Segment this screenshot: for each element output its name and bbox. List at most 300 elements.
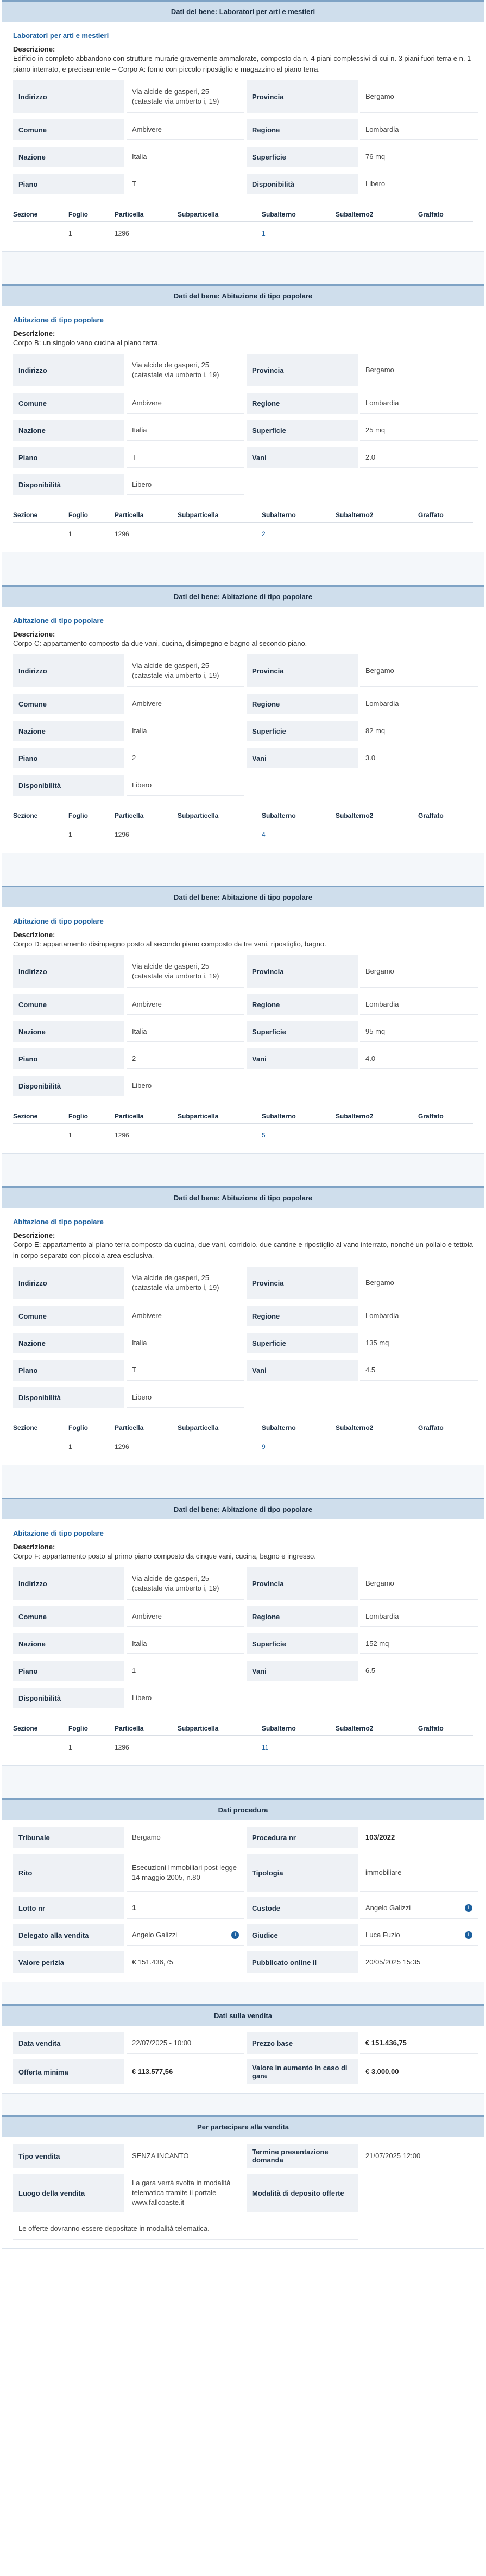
section-header: Dati del bene: Abitazione di tipo popolare <box>2 1186 484 1208</box>
catasto-header-cell: Subalterno2 <box>336 211 374 218</box>
indirizzo-label: Indirizzo <box>13 80 124 113</box>
modalita-label: Modalità di deposito offerte <box>247 2174 358 2212</box>
catasto-graffato <box>418 230 472 237</box>
piano-value: 1 <box>127 1661 244 1681</box>
procedura-grid <box>13 1827 473 1973</box>
comune-label: Comune <box>13 119 124 140</box>
provincia-value: Bergamo <box>360 955 478 988</box>
catasto-header-cell: Subalterno2 <box>336 812 374 819</box>
indirizzo-label: Indirizzo <box>13 654 124 687</box>
bene-details-grid <box>13 80 473 194</box>
table-row <box>13 1736 473 1757</box>
modalita-text: Le offerte dovranno essere depositate in modalità telematica. <box>18 2224 210 2232</box>
catasto-subalterno: 9 <box>262 1443 266 1451</box>
disponibilita-value: Libero <box>127 775 244 796</box>
bene-details-grid <box>13 1567 473 1708</box>
catasto-header-cell: Particella <box>115 511 144 519</box>
valore_perizia-value <box>127 1951 244 1973</box>
catasto-header-cell: Subparticella <box>178 511 219 519</box>
section-header: Dati del bene: Abitazione di tipo popolare <box>2 886 484 907</box>
vani-value: 3.0 <box>360 748 478 768</box>
catasto-particella: 1296 <box>115 831 129 838</box>
catasto-subparticella <box>178 1443 262 1451</box>
procedura-card <box>2 1820 484 1982</box>
provincia-label: Provincia <box>247 1267 358 1299</box>
empty-cell <box>360 1076 478 1096</box>
regione-value: Lombardia <box>360 694 478 714</box>
giudice-text: Luca Fuzio <box>365 1930 400 1939</box>
catasto-subparticella <box>178 1131 262 1139</box>
catasto-header-cell: Subparticella <box>178 812 219 819</box>
piano-label: Piano <box>13 748 124 768</box>
catasto-header-cell: Foglio <box>68 1424 88 1432</box>
nazione-value: Italia <box>127 420 244 441</box>
nazione-label: Nazione <box>13 721 124 741</box>
catasto-header-cell: Graffato <box>418 1725 444 1732</box>
section-spacer <box>2 1154 484 1186</box>
bene-details-grid <box>13 1267 473 1408</box>
description-label: Descrizione: <box>13 1231 55 1239</box>
regione-value: Lombardia <box>360 1306 478 1326</box>
luogo-label: Luogo della vendita <box>13 2174 124 2212</box>
catasto-foglio: 1 <box>68 1744 72 1751</box>
section-header: Dati del bene: Laboratori per arti e mestieri <box>2 0 484 22</box>
superficie-value: 82 mq <box>360 721 478 741</box>
catasto-particella: 1296 <box>115 530 129 538</box>
catasto-subparticella <box>178 831 262 838</box>
provincia-label: Provincia <box>247 80 358 113</box>
bene-title: Laboratori per arti e mestieri <box>13 31 109 40</box>
catasto-header-cell: Particella <box>115 211 144 218</box>
catasto-graffato <box>418 1443 472 1451</box>
disponibilita-label: Disponibilità <box>13 1387 124 1408</box>
nazione-label: Nazione <box>13 1633 124 1654</box>
nazione-value: Italia <box>127 1021 244 1042</box>
comune-value: Ambivere <box>127 119 244 140</box>
catasto-header-cell: Foglio <box>68 812 88 819</box>
disponibilita-value: Libero <box>360 174 478 194</box>
lotto-value <box>127 1897 244 1919</box>
catasto-header-cell: Foglio <box>68 1725 88 1732</box>
aumento-value <box>360 2059 478 2084</box>
catasto-header-cell: Graffato <box>418 211 444 218</box>
delegato-text: Angelo Galizzi <box>132 1930 178 1939</box>
lotto-text: 1 <box>132 1903 136 1912</box>
prezzo_base-value <box>360 2032 478 2054</box>
piano-label: Piano <box>13 1661 124 1681</box>
comune-value: Ambivere <box>127 393 244 414</box>
catasto-header-cell: Subalterno2 <box>336 1424 374 1432</box>
superficie-label: Superficie <box>247 721 358 741</box>
custode-text: Angelo Galizzi <box>365 1903 411 1912</box>
catasto-header-cell: Graffato <box>418 1112 444 1120</box>
comune-value: Ambivere <box>127 1306 244 1326</box>
catasto-table <box>13 1721 473 1757</box>
catasto-header-cell: Subalterno2 <box>336 1112 374 1120</box>
disponibilita-label: Disponibilità <box>247 174 358 194</box>
lotto-label: Lotto nr <box>13 1897 124 1919</box>
catasto-subalterno2 <box>336 831 418 838</box>
comune-label: Comune <box>13 1606 124 1627</box>
piano-value: T <box>127 447 244 468</box>
disponibilita-label: Disponibilità <box>13 775 124 796</box>
catasto-header-cell: Graffato <box>418 511 444 519</box>
regione-label: Regione <box>247 119 358 140</box>
description-text: Edificio in completo abbandono con strutture murarie gravemente ammalorate, composto da n. 4 piani complessivi di cui n. 3 piani fuori terra e n. 1 piano interrato, e precisamente – Corpo A: forno con piccolo ripostiglio e magazzino al piano terra. <box>13 54 471 73</box>
tipo_vendita-value <box>127 2144 244 2168</box>
superficie-value: 25 mq <box>360 420 478 441</box>
catasto-particella: 1296 <box>115 1131 129 1139</box>
info-icon[interactable]: i <box>231 1931 239 1939</box>
info-icon[interactable]: i <box>465 1904 472 1912</box>
bene-card <box>2 306 484 552</box>
section-spacer <box>2 1465 484 1498</box>
disponibilita-value: Libero <box>127 1688 244 1708</box>
provincia-value: Bergamo <box>360 1567 478 1600</box>
regione-label: Regione <box>247 994 358 1015</box>
piano-value: 2 <box>127 748 244 768</box>
catasto-header-cell: Subalterno <box>262 511 296 519</box>
nazione-value: Italia <box>127 721 244 741</box>
regione-label: Regione <box>247 393 358 414</box>
nazione-label: Nazione <box>13 1333 124 1353</box>
catasto-graffato <box>418 1131 472 1139</box>
tribunale-label: Tribunale <box>13 1827 124 1848</box>
catasto-header-cell: Foglio <box>68 511 88 519</box>
bene-card <box>2 1519 484 1766</box>
catasto-table <box>13 1421 473 1456</box>
catasto-table <box>13 809 473 844</box>
provincia-label: Provincia <box>247 654 358 687</box>
table-row <box>13 1435 473 1456</box>
catasto-subalterno2 <box>336 1744 418 1751</box>
catasto-sezione <box>13 1443 68 1451</box>
catasto-header-cell: Subalterno <box>262 211 296 218</box>
section-spacer <box>2 853 484 886</box>
catasto-header-row <box>13 207 473 222</box>
catasto-table <box>13 207 473 243</box>
description-text: Corpo F: appartamento posto al primo piano composto da cinque vani, cucina, bagno e ingresso. <box>13 1552 316 1560</box>
disponibilita-label: Disponibilità <box>13 474 124 495</box>
bene-title: Abitazione di tipo popolare <box>13 1218 104 1226</box>
catasto-foglio: 1 <box>68 1131 72 1139</box>
data_vendita-label: Data vendita <box>13 2032 124 2054</box>
description-label: Descrizione: <box>13 630 55 638</box>
prezzo_base-label: Prezzo base <box>247 2032 358 2054</box>
empty-cell <box>247 775 358 796</box>
section-spacer <box>2 2094 484 2115</box>
section-header: Dati procedura <box>2 1798 484 1820</box>
pubblicato-text: 20/05/2025 15:35 <box>365 1957 421 1966</box>
vani-value: 4.5 <box>360 1360 478 1381</box>
description-text: Corpo C: appartamento composto da due vani, cucina, disimpegno e bagno al secondo piano. <box>13 639 307 647</box>
catasto-foglio: 1 <box>68 530 72 538</box>
bene-title: Abitazione di tipo popolare <box>13 1529 104 1537</box>
table-row <box>13 222 473 243</box>
pubblicato-label: Pubblicato online il <box>247 1951 358 1973</box>
bene-card <box>2 1208 484 1465</box>
bene-card <box>2 607 484 853</box>
superficie-value: 95 mq <box>360 1021 478 1042</box>
catasto-subalterno2 <box>336 1131 418 1139</box>
catasto-subalterno: 2 <box>262 530 266 538</box>
empty-cell <box>247 474 358 495</box>
catasto-sezione <box>13 831 68 838</box>
offerta_minima-value <box>127 2059 244 2084</box>
piano-value: 2 <box>127 1048 244 1069</box>
modalita-value <box>13 2218 358 2240</box>
section-header: Dati sulla vendita <box>2 2004 484 2026</box>
tipo_vendita-text: SENZA INCANTO <box>132 2151 189 2160</box>
tipologia-label: Tipologia <box>247 1854 358 1892</box>
catasto-graffato <box>418 530 472 538</box>
catasto-header-cell: Subalterno <box>262 1725 296 1732</box>
vani-value: 6.5 <box>360 1661 478 1681</box>
indirizzo-value: Via alcide de gasperi, 25 (catastale via umberto i, 19) <box>127 955 244 988</box>
procedura_nr-label: Procedura nr <box>247 1827 358 1848</box>
catasto-header-row <box>13 1421 473 1435</box>
pubblicato-value <box>360 1951 478 1973</box>
info-icon[interactable]: i <box>465 1931 472 1939</box>
catasto-foglio: 1 <box>68 230 72 237</box>
tipo_vendita-label: Tipo vendita <box>13 2144 124 2168</box>
table-row <box>13 523 473 543</box>
catasto-header-cell: Particella <box>115 812 144 819</box>
description-label: Descrizione: <box>13 931 55 939</box>
termine-label: Termine presentazione domanda <box>247 2144 358 2168</box>
regione-value: Lombardia <box>360 393 478 414</box>
piano-label: Piano <box>13 1360 124 1381</box>
asta-card <box>2 2026 484 2094</box>
catasto-header-cell: Particella <box>115 1424 144 1432</box>
catasto-header-cell: Subalterno2 <box>336 1725 374 1732</box>
vani-value: 2.0 <box>360 447 478 468</box>
empty-cell <box>247 1387 358 1408</box>
rito-label: Rito <box>13 1854 124 1892</box>
superficie-label: Superficie <box>247 420 358 441</box>
catasto-header-cell: Particella <box>115 1725 144 1732</box>
disponibilita-value: Libero <box>127 1387 244 1408</box>
luogo-text: La gara verrà svolta in modalità telematica tramite il portale www.fallcoaste.it <box>132 2179 231 2206</box>
catasto-header-cell: Foglio <box>68 211 88 218</box>
tribunale-value <box>127 1827 244 1848</box>
indirizzo-label: Indirizzo <box>13 354 124 386</box>
superficie-value: 135 mq <box>360 1333 478 1353</box>
catasto-subalterno: 1 <box>262 230 266 237</box>
description-label: Descrizione: <box>13 329 55 338</box>
aumento-label: Valore in aumento in caso di gara <box>247 2059 358 2084</box>
comune-value: Ambivere <box>127 1606 244 1627</box>
rito-value <box>127 1854 244 1892</box>
indirizzo-label: Indirizzo <box>13 1267 124 1299</box>
catasto-graffato <box>418 831 472 838</box>
superficie-label: Superficie <box>247 1633 358 1654</box>
provincia-value: Bergamo <box>360 654 478 687</box>
catasto-header-cell: Subalterno2 <box>336 511 374 519</box>
catasto-subalterno: 5 <box>262 1131 266 1139</box>
description-text: Corpo E: appartamento al piano terra composto da cucina, due vani, corridoio, due cantine e ripostiglio al vano interrato, nonché un pollaio e tettoia in corpo separato con piccola area esclusiva. <box>13 1241 473 1260</box>
catasto-header-cell: Sezione <box>13 1725 38 1732</box>
catasto-graffato <box>418 1744 472 1751</box>
catasto-header-row <box>13 809 473 823</box>
tipologia-text: immobiliare <box>365 1868 402 1877</box>
disponibilita-value: Libero <box>127 1076 244 1096</box>
nazione-value: Italia <box>127 1633 244 1654</box>
indirizzo-label: Indirizzo <box>13 1567 124 1600</box>
delegato-value <box>127 1924 244 1946</box>
prezzo_base-text: € 151.436,75 <box>365 2038 407 2047</box>
section-spacer <box>2 252 484 284</box>
regione-label: Regione <box>247 694 358 714</box>
data_vendita-text: 22/07/2025 - 10:00 <box>132 2038 192 2047</box>
indirizzo-value: Via alcide de gasperi, 25 (catastale via umberto i, 19) <box>127 80 244 113</box>
indirizzo-label: Indirizzo <box>13 955 124 988</box>
catasto-subalterno: 11 <box>262 1744 269 1751</box>
nazione-label: Nazione <box>13 147 124 167</box>
description-label: Descrizione: <box>13 45 55 53</box>
catasto-header-cell: Sezione <box>13 211 38 218</box>
comune-label: Comune <box>13 994 124 1015</box>
empty-cell <box>360 775 478 796</box>
description-label: Descrizione: <box>13 1543 55 1551</box>
indirizzo-value: Via alcide de gasperi, 25 (catastale via umberto i, 19) <box>127 1567 244 1600</box>
catasto-header-row <box>13 1721 473 1736</box>
catasto-subalterno: 4 <box>262 831 266 838</box>
piano-value: T <box>127 1360 244 1381</box>
aumento-text: € 3.000,00 <box>365 2067 399 2076</box>
nazione-value: Italia <box>127 147 244 167</box>
piano-label: Piano <box>13 1048 124 1069</box>
superficie-label: Superficie <box>247 147 358 167</box>
catasto-header-cell: Graffato <box>418 1424 444 1432</box>
provincia-label: Provincia <box>247 955 358 988</box>
catasto-header-cell: Subparticella <box>178 1112 219 1120</box>
piano-label: Piano <box>13 447 124 468</box>
vani-label: Vani <box>247 1360 358 1381</box>
comune-label: Comune <box>13 694 124 714</box>
nazione-label: Nazione <box>13 420 124 441</box>
tipologia-value <box>360 1854 478 1892</box>
section-header: Dati del bene: Abitazione di tipo popolare <box>2 284 484 306</box>
superficie-label: Superficie <box>247 1021 358 1042</box>
empty-cell <box>247 1688 358 1708</box>
catasto-header-cell: Subalterno <box>262 1424 296 1432</box>
provincia-value: Bergamo <box>360 80 478 113</box>
vani-label: Vani <box>247 1661 358 1681</box>
catasto-foglio: 1 <box>68 831 72 838</box>
table-row <box>13 823 473 844</box>
section-spacer <box>2 1982 484 2004</box>
catasto-sezione <box>13 1131 68 1139</box>
superficie-label: Superficie <box>247 1333 358 1353</box>
regione-label: Regione <box>247 1306 358 1326</box>
catasto-header-row <box>13 508 473 523</box>
data_vendita-value <box>127 2032 244 2054</box>
section-spacer <box>2 1766 484 1798</box>
giudice-value <box>360 1924 478 1946</box>
catasto-header-cell: Subalterno <box>262 1112 296 1120</box>
superficie-value: 76 mq <box>360 147 478 167</box>
catasto-header-cell: Foglio <box>68 1112 88 1120</box>
provincia-label: Provincia <box>247 354 358 386</box>
procedura_nr-value <box>360 1827 478 1848</box>
custode-value <box>360 1897 478 1919</box>
procedura_nr-text: 103/2022 <box>365 1833 395 1841</box>
giudice-label: Giudice <box>247 1924 358 1946</box>
bene-title: Abitazione di tipo popolare <box>13 316 104 324</box>
nazione-label: Nazione <box>13 1021 124 1042</box>
piano-value: T <box>127 174 244 194</box>
catasto-foglio: 1 <box>68 1443 72 1451</box>
asta-grid <box>13 2032 473 2084</box>
regione-label: Regione <box>247 1606 358 1627</box>
catasto-particella: 1296 <box>115 230 129 237</box>
piano-label: Piano <box>13 174 124 194</box>
vani-label: Vani <box>247 447 358 468</box>
superficie-value: 152 mq <box>360 1633 478 1654</box>
catasto-header-row <box>13 1109 473 1124</box>
custode-label: Custode <box>247 1897 358 1919</box>
section-spacer <box>2 552 484 585</box>
delegato-label: Delegato alla vendita <box>13 1924 124 1946</box>
catasto-particella: 1296 <box>115 1744 129 1751</box>
bene-card <box>2 22 484 252</box>
catasto-subalterno2 <box>336 1443 418 1451</box>
vani-label: Vani <box>247 1048 358 1069</box>
termine-text: 21/07/2025 12:00 <box>365 2151 421 2160</box>
table-row <box>13 1124 473 1144</box>
catasto-header-cell: Particella <box>115 1112 144 1120</box>
description-text: Corpo B: un singolo vano cucina al piano terra. <box>13 339 160 347</box>
regione-value: Lombardia <box>360 119 478 140</box>
catasto-subparticella <box>178 1744 262 1751</box>
catasto-sezione <box>13 1744 68 1751</box>
catasto-header-cell: Sezione <box>13 511 38 519</box>
catasto-header-cell: Subalterno <box>262 812 296 819</box>
valore_perizia-label: Valore perizia <box>13 1951 124 1973</box>
empty-cell <box>360 474 478 495</box>
indirizzo-value: Via alcide de gasperi, 25 (catastale via umberto i, 19) <box>127 1267 244 1299</box>
bene-title: Abitazione di tipo popolare <box>13 616 104 625</box>
catasto-sezione <box>13 230 68 237</box>
section-header: Dati del bene: Abitazione di tipo popolare <box>2 585 484 607</box>
tribunale-text: Bergamo <box>132 1833 161 1841</box>
section-header: Dati del bene: Abitazione di tipo popolare <box>2 1498 484 1519</box>
disponibilita-value: Libero <box>127 474 244 495</box>
partecipare-card <box>2 2137 484 2249</box>
partecipare-grid <box>13 2144 473 2240</box>
comune-label: Comune <box>13 393 124 414</box>
vani-label: Vani <box>247 748 358 768</box>
comune-value: Ambivere <box>127 694 244 714</box>
provincia-value: Bergamo <box>360 354 478 386</box>
bene-details-grid <box>13 955 473 1096</box>
empty-cell <box>360 1387 478 1408</box>
catasto-subparticella <box>178 530 262 538</box>
catasto-header-cell: Sezione <box>13 812 38 819</box>
catasto-particella: 1296 <box>115 1443 129 1451</box>
regione-value: Lombardia <box>360 994 478 1015</box>
catasto-sezione <box>13 530 68 538</box>
provincia-label: Provincia <box>247 1567 358 1600</box>
luogo-value <box>127 2174 244 2212</box>
indirizzo-value: Via alcide de gasperi, 25 (catastale via umberto i, 19) <box>127 354 244 386</box>
bene-card <box>2 907 484 1154</box>
regione-value: Lombardia <box>360 1606 478 1627</box>
catasto-header-cell: Graffato <box>418 812 444 819</box>
indirizzo-value: Via alcide de gasperi, 25 (catastale via umberto i, 19) <box>127 654 244 687</box>
rito-text: Esecuzioni Immobiliari post legge 14 maggio 2005, n.80 <box>132 1863 237 1881</box>
